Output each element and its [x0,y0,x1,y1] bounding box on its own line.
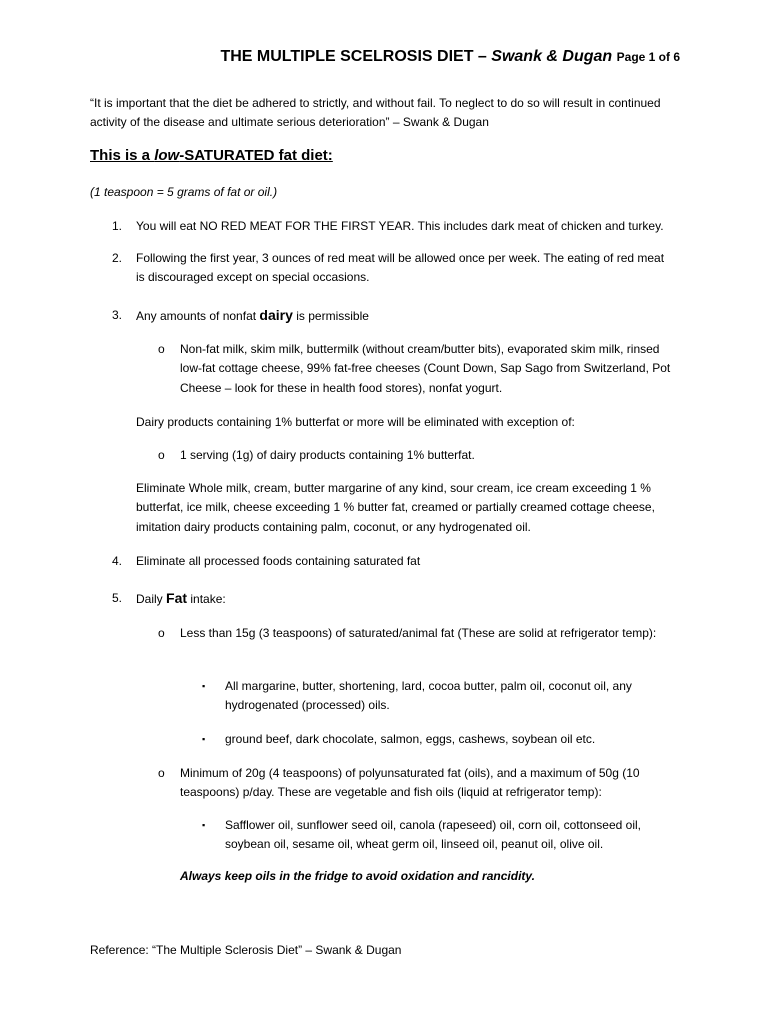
saturated-square-bullet-1-marker: ▪ [202,681,206,691]
fat-bullet-1-marker: o [158,626,165,640]
item-1-text: You will eat NO RED MEAT FOR THE FIRST YEAR. This includes dark meat of chicken and turkey. [136,219,664,233]
item-5-post: intake: [187,592,226,606]
item-4-number: 4. [112,554,123,568]
item-3-text [136,304,676,327]
dairy-eliminate-paragraph: Eliminate Whole milk, cream, butter margarine of any kind, sour cream, ice cream exceeding 1 % butterfat, ice milk, cheese exceeding 1 % butter fat, creamed or partially creamed cottage cheese, imitation dairy products containing palm, coconut, or any hydrogenated oil. [136,481,655,534]
item-5-fat: Fat [166,590,188,606]
saturated-square-bullet-2-text: ground beef, dark chocolate, salmon, eggs, cashews, soybean oil etc. [225,732,596,746]
item-1-number: 1. [112,219,123,233]
item-5-text [136,587,676,610]
heading-low: low [154,147,180,164]
fat-bullet-2-marker: o [158,766,165,780]
item-3-post: is permissible [292,309,369,323]
item-5-number: 5. [112,591,123,605]
page-number: Page 1 of 6 [616,50,680,64]
heading-prefix: This is a [90,147,155,164]
saturated-square-bullet-1-text: All margarine, butter, shortening, lard, cocoa butter, palm oil, coconut oil, any hydrogenated (processed) oils. [225,679,632,713]
intro-quote: “It is important that the diet be adhered to strictly, and without fail. To neglect to do so will result in continued activity of the disease and ultimate serious deterioration” – Swank & Dugan [90,96,661,130]
page-title [0,47,680,66]
oils-square-bullet-text: Safflower oil, sunflower seed oil, canola (rapeseed) oil, corn oil, cottonseed oil, soybean oil, sesame oil, wheat germ oil, linseed oil, peanut oil, olive oil. [225,818,642,852]
dairy-bullet-1-marker: o [158,342,165,356]
item-3-pre: Any amounts of nonfat [136,309,260,323]
footer-reference: Reference: “The Multiple Sclerosis Diet” – Swank & Dugan [90,943,402,957]
item-2-number: 2. [112,251,123,265]
title-main: THE MULTIPLE SCELROSIS DIET – [220,48,492,65]
item-3-number: 3. [112,308,123,322]
fat-bullet-2-text: Minimum of 20g (4 teaspoons) of polyunsaturated fat (oils), and a maximum of 50g (10 teaspoons) p/day. These are vegetable and fish oils (liquid at refrigerator temp): [180,766,640,800]
fat-bullet-1-text: Less than 15g (3 teaspoons) of saturated/animal fat (These are solid at refrigerator temp): [180,626,657,640]
saturated-square-bullet-2-marker: ▪ [202,734,206,744]
dairy-exception-paragraph: Dairy products containing 1% butterfat or more will be eliminated with exception of: [136,415,575,429]
heading-suffix: -SATURATED fat diet: [179,147,333,164]
item-4-text: Eliminate all processed foods containing saturated fat [136,554,421,568]
section-heading [90,146,333,166]
item-5-pre: Daily [136,592,167,606]
oils-square-bullet-marker: ▪ [202,820,206,830]
storage-tip: Always keep oils in the fridge to avoid oxidation and rancidity. [180,869,535,883]
dairy-bullet-2-text: 1 serving (1g) of dairy products containing 1% butterfat. [180,448,475,462]
teaspoon-note: (1 teaspoon = 5 grams of fat or oil.) [90,185,278,199]
dairy-bullet-2-marker: o [158,448,165,462]
item-2-text: Following the first year, 3 ounces of red meat will be allowed once per week. The eating of red meat is discouraged except on special occasions. [136,251,665,285]
dairy-bullet-1-text: Non-fat milk, skim milk, buttermilk (without cream/butter bits), evaporated skim milk, rinsed low-fat cottage cheese, 99% fat-free cheeses (Count Down, Sap Sago from Switzerland, Pot Cheese – look for these in health food stores), nonfat yogurt. [180,342,671,395]
title-authors: Swank & Dugan [491,48,613,65]
item-3-dairy: dairy [259,307,293,323]
